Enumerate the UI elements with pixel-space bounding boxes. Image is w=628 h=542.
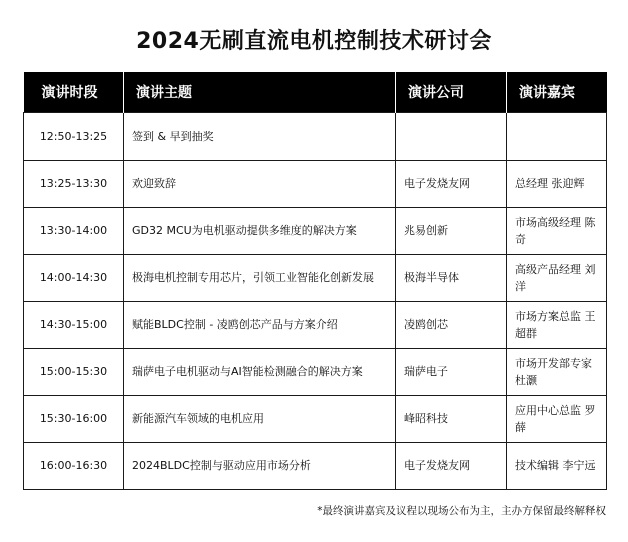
cell-topic: 欢迎致辞 bbox=[124, 160, 396, 207]
cell-time: 13:30-14:00 bbox=[24, 207, 124, 254]
cell-topic: 极海电机控制专用芯片，引领工业智能化创新发展 bbox=[124, 254, 396, 301]
cell-time: 12:50-13:25 bbox=[24, 112, 124, 160]
cell-company: 电子发烧友网 bbox=[396, 442, 507, 489]
table-row bbox=[24, 348, 607, 395]
table-row bbox=[24, 395, 607, 442]
header-company: 演讲公司 bbox=[396, 72, 507, 112]
agenda-table bbox=[23, 72, 607, 490]
cell-company: 凌鸥创芯 bbox=[396, 301, 507, 348]
cell-company: 峰昭科技 bbox=[396, 395, 507, 442]
cell-topic: 签到 & 早到抽奖 bbox=[124, 112, 396, 160]
header-speaker: 演讲嘉宾 bbox=[507, 72, 607, 112]
table-row bbox=[24, 160, 607, 207]
header-time: 演讲时段 bbox=[24, 72, 124, 112]
cell-company: 兆易创新 bbox=[396, 207, 507, 254]
cell-time: 14:00-14:30 bbox=[24, 254, 124, 301]
cell-speaker: 技术编辑 李宁远 bbox=[507, 442, 607, 489]
table-row bbox=[24, 207, 607, 254]
cell-company: 极海半导体 bbox=[396, 254, 507, 301]
cell-company: 电子发烧友网 bbox=[396, 160, 507, 207]
table-row bbox=[24, 254, 607, 301]
page-title: 2024无刷直流电机控制技术研讨会 bbox=[136, 29, 492, 54]
cell-topic: 2024BLDC控制与驱动应用市场分析 bbox=[124, 442, 396, 489]
table-row bbox=[24, 301, 607, 348]
cell-topic: 新能源汽车领域的电机应用 bbox=[124, 395, 396, 442]
table-row bbox=[24, 112, 607, 160]
table-row bbox=[24, 442, 607, 489]
cell-time: 16:00-16:30 bbox=[24, 442, 124, 489]
cell-time: 15:00-15:30 bbox=[24, 348, 124, 395]
cell-time: 13:25-13:30 bbox=[24, 160, 124, 207]
cell-speaker: 应用中心总监 罗薛 bbox=[507, 395, 607, 442]
cell-topic: 赋能BLDC控制 - 凌鸥创芯产品与方案介绍 bbox=[124, 301, 396, 348]
footnote: *最终演讲嘉宾及议程以现场公布为主，主办方保留最终解释权 bbox=[317, 505, 606, 517]
cell-company: 瑞萨电子 bbox=[396, 348, 507, 395]
cell-topic: GD32 MCU为电机驱动提供多维度的解决方案 bbox=[124, 207, 396, 254]
cell-speaker: 市场开发部专家 杜灏 bbox=[507, 348, 607, 395]
cell-speaker: 市场高级经理 陈奇 bbox=[507, 207, 607, 254]
cell-time: 15:30-16:00 bbox=[24, 395, 124, 442]
cell-speaker: 高级产品经理 刘洋 bbox=[507, 254, 607, 301]
cell-company bbox=[396, 112, 507, 160]
header-topic: 演讲主题 bbox=[124, 72, 396, 112]
table-header-row bbox=[24, 72, 607, 112]
cell-topic: 瑞萨电子电机驱动与AI智能检测融合的解决方案 bbox=[124, 348, 396, 395]
cell-speaker: 市场方案总监 王超群 bbox=[507, 301, 607, 348]
cell-time: 14:30-15:00 bbox=[24, 301, 124, 348]
cell-speaker: 总经理 张迎辉 bbox=[507, 160, 607, 207]
cell-speaker bbox=[507, 112, 607, 160]
